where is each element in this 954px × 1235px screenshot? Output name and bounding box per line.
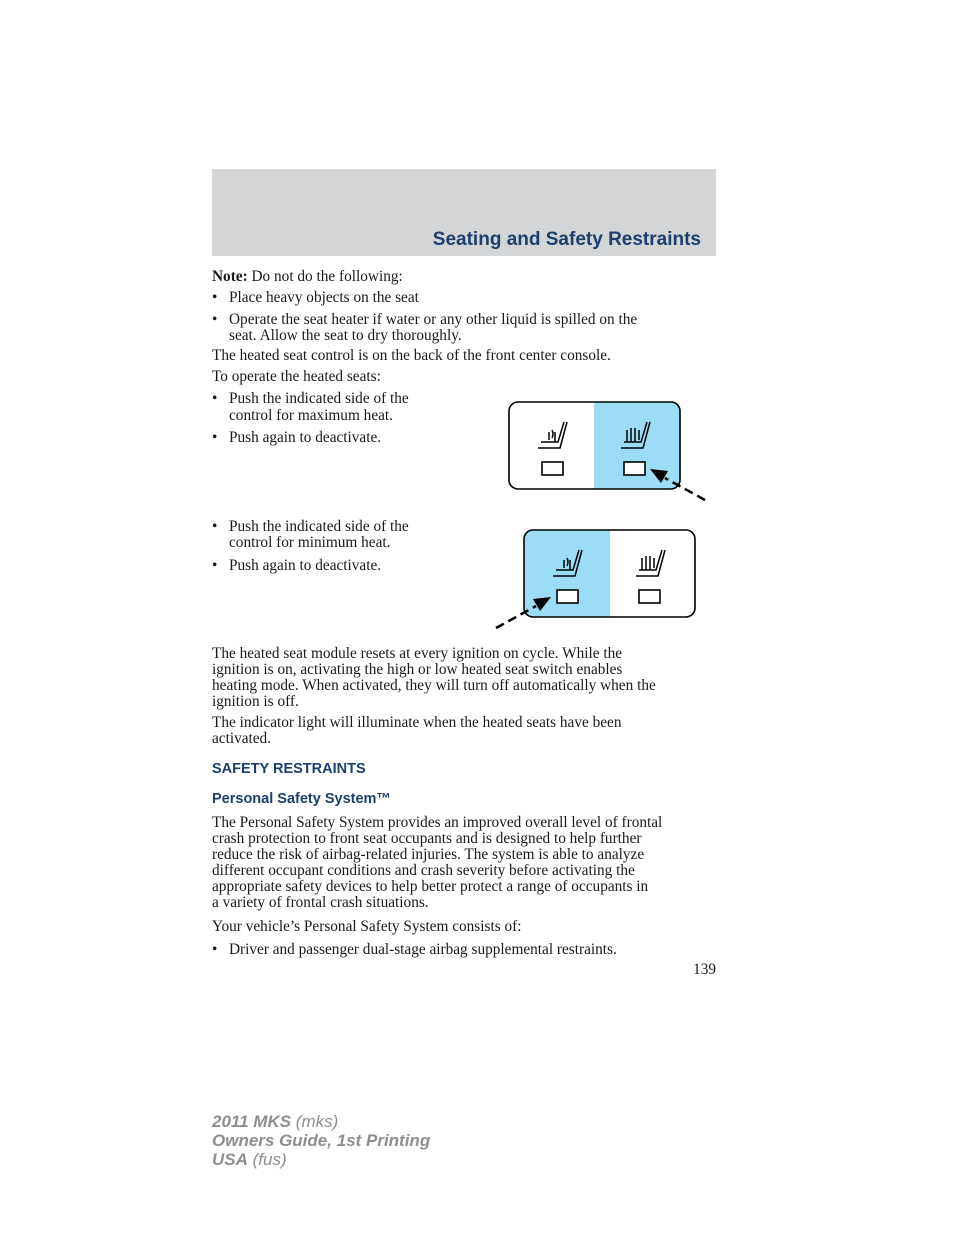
footer-guide: Owners Guide, 1st Printing — [212, 1131, 431, 1150]
paragraph — [212, 715, 621, 747]
seat-low-heat-icon — [538, 422, 567, 448]
highlighted-side — [594, 402, 680, 489]
bullet-mark: • — [212, 941, 218, 958]
list-item-text: Operate the seat heater if water or any other liquid is spilled on the — [229, 311, 638, 328]
paragraph-line: The Personal Safety System provides an improved overall level of frontal — [212, 814, 663, 831]
paragraph-line: appropriate safety devices to help better protect a range of occupants in — [212, 878, 649, 895]
list-item-text: Place heavy objects on the seat — [229, 289, 419, 306]
print-footer — [212, 1112, 430, 1169]
paragraph-line: reduce the risk of airbag-related injuries. The system is able to analyze — [212, 846, 645, 863]
paragraph: To operate the heated seats: — [212, 368, 381, 385]
section-title: Seating and Safety Restraints — [432, 229, 701, 250]
paragraph — [212, 815, 662, 911]
section-heading: SAFETY RESTRAINTS — [212, 761, 366, 777]
list-item-text: Push the indicated side of the — [229, 390, 409, 407]
list-item-text: Push again to deactivate. — [229, 557, 382, 574]
heated-seat-min-illustration — [490, 526, 705, 636]
paragraph-line: heating mode. When activated, they will turn off automatically when the — [212, 677, 656, 694]
paragraph: Your vehicle’s Personal Safety System consists of: — [212, 918, 522, 935]
list-item-text: seat. Allow the seat to dry thoroughly. — [229, 327, 462, 344]
indicator-high — [639, 590, 660, 603]
bullet-mark: • — [212, 311, 218, 328]
list-item-text: control for minimum heat. — [229, 534, 391, 551]
bullet-mark: • — [212, 429, 218, 446]
paragraph: The heated seat control is on the back of the front center console. — [212, 347, 611, 364]
sub-heading: Personal Safety System™ — [212, 791, 391, 807]
heated-seat-max-illustration — [505, 398, 715, 508]
section-header-band — [212, 169, 716, 256]
bullet-mark: • — [212, 289, 218, 306]
list-item-text: Push again to deactivate. — [229, 429, 382, 446]
bullet-mark: • — [212, 390, 218, 407]
indicator-low — [542, 462, 563, 475]
list-item-text: Push the indicated side of the — [229, 518, 409, 535]
footer-model-code: (mks) — [291, 1112, 339, 1131]
note-label: Note: — [212, 268, 248, 285]
page-number: 139 — [693, 961, 716, 978]
paragraph-line: crash protection to front seat occupants and is designed to help further — [212, 830, 642, 847]
list-item-text: control for maximum heat. — [229, 407, 393, 424]
bullet-mark: • — [212, 557, 218, 574]
paragraph — [212, 646, 656, 710]
note-text: Do not do the following: — [247, 268, 403, 285]
indicator-high — [624, 462, 645, 475]
footer-model: 2011 MKS — [212, 1112, 292, 1131]
footer-market-code: (fus) — [247, 1150, 287, 1169]
seat-high-heat-icon — [636, 550, 665, 576]
paragraph-line: different occupant conditions and crash severity before activating the — [212, 862, 635, 879]
footer-market: USA — [212, 1150, 248, 1169]
paragraph-line: ignition is off. — [212, 693, 299, 710]
paragraph-line: a variety of frontal crash situations. — [212, 894, 429, 911]
paragraph-line: activated. — [212, 730, 272, 747]
paragraph-line: The heated seat module resets at every ignition on cycle. While the — [212, 645, 623, 662]
paragraph-line: ignition is on, activating the high or low heated seat switch enables — [212, 661, 623, 678]
note-line — [212, 269, 403, 285]
indicator-low — [557, 590, 578, 603]
paragraph-line: The indicator light will illuminate when the heated seats have been — [212, 714, 622, 731]
list-item-text: Driver and passenger dual-stage airbag supplemental restraints. — [229, 941, 617, 958]
bullet-mark: • — [212, 518, 218, 535]
